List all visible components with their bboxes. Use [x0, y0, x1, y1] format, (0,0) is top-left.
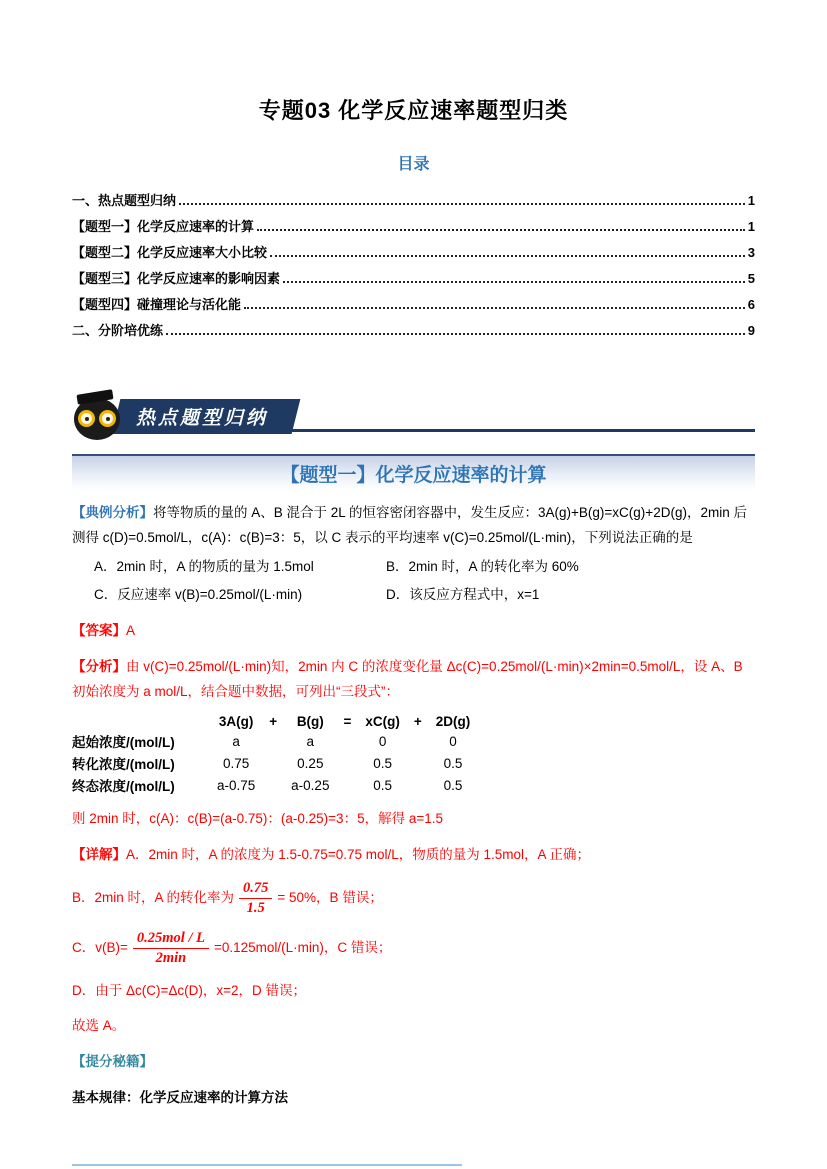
toc-leader-dots	[179, 203, 745, 205]
toc-item-label: 【题型四】碰撞理论与活化能	[72, 297, 242, 312]
toc-leader-dots	[257, 229, 745, 231]
empty-cell	[336, 730, 358, 752]
cell-value: 0.5	[373, 755, 392, 771]
detail-tag: 【详解】	[72, 847, 126, 863]
conclusion-line: 则 2min 时，c(A)：c(B)=(a-0.75)：(a-0.25)=3：5，解得 a=1.5	[72, 811, 443, 827]
banner-label: 热点题型归纳	[136, 408, 269, 429]
toc-item-label: 【题型二】化学反应速率大小比较	[72, 245, 268, 260]
species-xC: xC(g)	[365, 714, 400, 730]
toc-item-label: 【题型一】化学反应速率的计算	[72, 219, 255, 234]
fraction-numerator: 0.75	[239, 879, 272, 899]
toc-title: 目录	[397, 156, 430, 173]
owl-glasses-right	[99, 410, 116, 427]
detail-b-line	[72, 879, 755, 918]
empty-cell	[407, 774, 429, 796]
cell-value: 0.5	[443, 777, 463, 793]
species-3A: 3A(g)	[218, 714, 254, 730]
example-text: 将等物质的量的 A、B 混合于 2L 的恒容密闭容器中，发生反应：3A(g)+B(g)=xC(g)+2D(g)，2min 后测得 c(D)=0.5mol/L，c(A)：c(B)=3：5，以 C 表示的平均速率 v(C)=0.25mol/(L·min)，下列说法正确的是	[72, 505, 747, 545]
toc-page-number: 5	[747, 271, 755, 286]
example-paragraph	[72, 501, 755, 551]
answer-line	[72, 619, 755, 644]
table-row-change	[72, 752, 477, 774]
plus-sign: +	[269, 714, 278, 730]
toc-page-number: 9	[747, 323, 755, 338]
toc-leader-dots	[270, 255, 745, 257]
cell-value: 0	[449, 733, 457, 749]
option-b[interactable]: B．2min 时，A 的转化率为 60%	[386, 558, 579, 574]
document-title: 专题03 化学反应速率题型归类	[258, 98, 569, 123]
three-stage-table	[72, 713, 477, 796]
detail-c-line	[72, 929, 755, 968]
table-of-contents	[72, 190, 755, 346]
detail-d-line: D．由于 Δc(C)=Δc(D)，x=2，D 错误；	[72, 982, 307, 998]
answer-tag: 【答案】	[72, 623, 126, 639]
toc-item-label: 二、分阶培优练	[72, 323, 164, 338]
empty-cell	[407, 730, 429, 752]
option-a[interactable]: A．2min 时，A 的物质的量为 1.5mol	[94, 558, 314, 574]
toc-page-number: 1	[747, 219, 755, 234]
toc-item[interactable]	[72, 320, 755, 346]
cell-value: 0.25	[297, 755, 324, 771]
empty-cell	[336, 752, 358, 774]
row-label: 转化浓度/(mol/L)	[72, 757, 175, 773]
tips-line	[72, 1050, 755, 1075]
toc-item[interactable]	[72, 242, 755, 268]
toc-item[interactable]	[72, 216, 755, 242]
cell-value: 0.5	[373, 777, 392, 793]
rule-line: 基本规律：化学反应速率的计算方法	[72, 1090, 288, 1106]
toc-leader-dots	[283, 281, 745, 283]
detail-b-prefix: B．2min 时，A 的转化率为	[72, 890, 235, 906]
species-B: B(g)	[296, 714, 324, 730]
fraction-denominator: 2min	[155, 949, 187, 966]
species-2D: 2D(g)	[435, 714, 471, 730]
analysis-text: 由 v(C)=0.25mol/(L·min)知，2min 内 C 的浓度变化量 Δc(C)=0.25mol/(L·min)×2min=0.5mol/L，设 A、B 初始浓度为 a mol/L，结合题中数据，可列出“三段式”：	[72, 659, 743, 700]
option-c[interactable]: C．反应速率 v(B)=0.25mol/(L·min)	[94, 586, 303, 602]
row-label: 起始浓度/(mol/L)	[72, 735, 175, 751]
toc-leader-dots	[244, 307, 745, 309]
cell-value: a	[232, 733, 240, 749]
plus-sign: +	[413, 714, 422, 730]
example-tag: 【典例分析】	[72, 505, 153, 520]
cell-value: a-0.25	[291, 777, 330, 793]
tips-tag: 【提分秘籍】	[72, 1054, 153, 1070]
fraction-numerator: 0.25mol / L	[133, 929, 209, 949]
table-row-final	[72, 774, 477, 796]
toc-item[interactable]	[72, 268, 755, 294]
options-grid	[94, 553, 755, 608]
cell-value: 0	[378, 733, 387, 749]
detail-b-suffix: = 50%，B 错误；	[277, 890, 383, 906]
table-row-initial	[72, 730, 477, 752]
equals-sign: =	[343, 714, 352, 730]
empty-cell	[262, 774, 284, 796]
cell-value: 0.5	[443, 755, 463, 771]
empty-cell	[336, 774, 358, 796]
section-banner	[72, 388, 755, 442]
toc-item[interactable]	[72, 294, 755, 320]
cell-value: a-0.75	[217, 777, 256, 793]
section-title: 【题型一】化学反应速率的计算	[280, 464, 547, 486]
toc-item[interactable]	[72, 190, 755, 216]
toc-leader-dots	[166, 333, 745, 335]
detail-c-prefix: C．v(B)=	[72, 939, 128, 955]
scholar-owl-icon	[72, 390, 124, 442]
banner-underline	[292, 429, 755, 432]
toc-page-number: 6	[747, 297, 755, 312]
empty-cell	[72, 713, 210, 730]
analysis-paragraph	[72, 655, 755, 705]
empty-cell	[262, 752, 284, 774]
detail-a-line	[72, 843, 755, 868]
toc-item-label: 【题型三】化学反应速率的影响因素	[72, 271, 281, 286]
section-header	[72, 454, 755, 490]
option-d[interactable]: D．该反应方程式中，x=1	[386, 586, 540, 602]
toc-page-number: 3	[747, 245, 755, 260]
detail-c-suffix: =0.125mol/(L·min)，C 错误；	[213, 939, 392, 955]
toc-item-label: 一、热点题型归纳	[72, 193, 177, 208]
analysis-tag: 【分析】	[72, 659, 126, 675]
equation-header-row	[72, 713, 477, 730]
fraction	[133, 929, 209, 968]
banner-ribbon	[112, 399, 301, 434]
cell-value: 0.75	[223, 755, 250, 771]
detail-end-line: 故选 A。	[72, 1018, 126, 1034]
empty-cell	[407, 752, 429, 774]
answer-value: A	[126, 623, 136, 639]
cell-value: a	[306, 733, 315, 749]
toc-page-number: 1	[747, 193, 755, 208]
owl-glasses-left	[78, 410, 95, 427]
page-bottom-divider	[72, 1164, 462, 1166]
row-label: 终态浓度/(mol/L)	[72, 779, 175, 795]
empty-cell	[262, 730, 284, 752]
detail-a-text: A．2min 时，A 的浓度为 1.5-0.75=0.75 mol/L，物质的量为 1.5mol，A 正确；	[126, 847, 591, 863]
fraction-denominator: 1.5	[246, 899, 265, 916]
fraction	[239, 879, 272, 918]
